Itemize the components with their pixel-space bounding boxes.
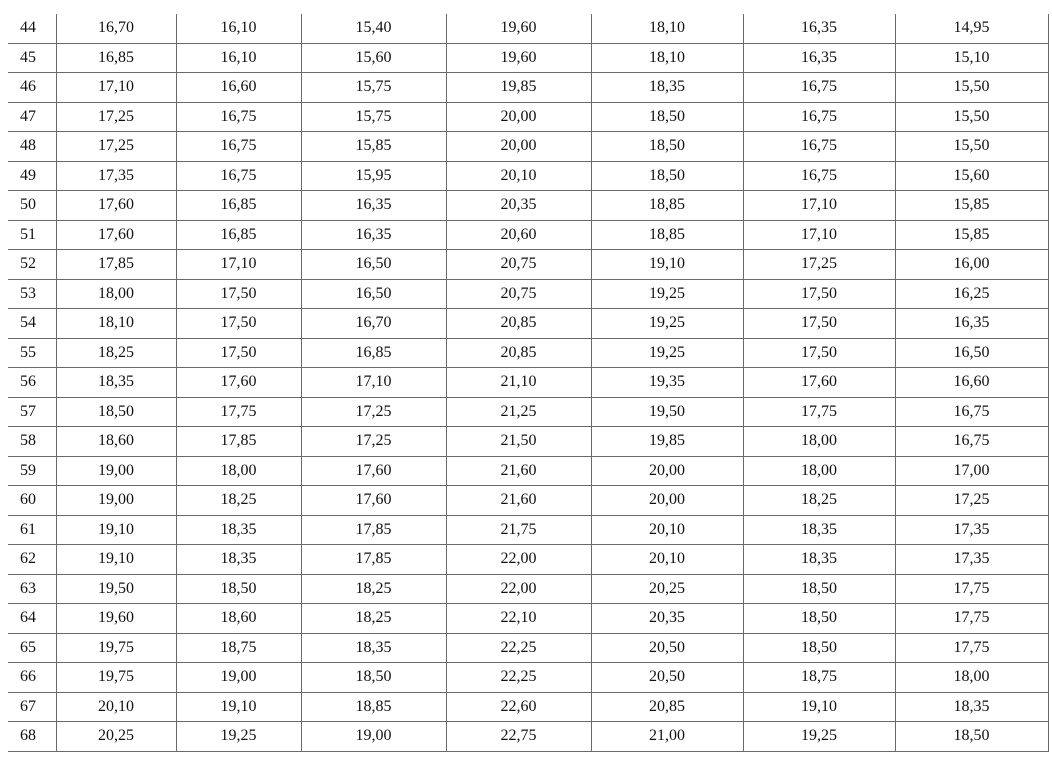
table-cell-col-3: 15,95 [301, 161, 446, 191]
table-cell-col-3: 17,60 [301, 486, 446, 516]
data-table [8, 14, 1049, 752]
table-cell-col-2: 18,25 [176, 486, 301, 516]
table-cell-col-2: 16,75 [176, 132, 301, 162]
table-cell-col-2: 16,85 [176, 191, 301, 221]
table-cell-col-3: 17,85 [301, 545, 446, 575]
table-cell-col-7: 16,60 [895, 368, 1048, 398]
table-row [8, 722, 1048, 752]
table-cell-col-6: 18,50 [743, 604, 895, 634]
table-cell-col-7: 17,00 [895, 456, 1048, 486]
table-cell-col-3: 18,25 [301, 574, 446, 604]
table-cell-col-7: 16,75 [895, 397, 1048, 427]
table-cell-col-5: 20,10 [591, 545, 743, 575]
table-cell-col-3: 19,00 [301, 722, 446, 752]
table-cell-col-2: 17,85 [176, 427, 301, 457]
table-cell-col-6: 17,50 [743, 338, 895, 368]
table-cell-col-7: 15,50 [895, 73, 1048, 103]
table-cell-col-3: 16,35 [301, 220, 446, 250]
row-number-cell: 58 [8, 427, 56, 457]
table-cell-col-6: 17,75 [743, 397, 895, 427]
table-cell-col-3: 16,35 [301, 191, 446, 221]
table-row [8, 604, 1048, 634]
table-cell-col-1: 19,60 [56, 604, 176, 634]
table-cell-col-5: 20,00 [591, 486, 743, 516]
table-cell-col-6: 17,50 [743, 309, 895, 339]
table-row [8, 456, 1048, 486]
table-cell-col-5: 18,10 [591, 43, 743, 73]
row-number-cell: 60 [8, 486, 56, 516]
table-cell-col-7: 17,75 [895, 604, 1048, 634]
row-number-cell: 44 [8, 14, 56, 43]
table-cell-col-4: 20,35 [446, 191, 591, 221]
table-cell-col-2: 19,10 [176, 692, 301, 722]
table-cell-col-2: 19,25 [176, 722, 301, 752]
table-cell-col-3: 17,25 [301, 397, 446, 427]
table-row [8, 14, 1048, 43]
table-cell-col-1: 16,70 [56, 14, 176, 43]
table-cell-col-6: 19,10 [743, 692, 895, 722]
table-cell-col-3: 17,85 [301, 515, 446, 545]
table-cell-col-3: 16,70 [301, 309, 446, 339]
table-row [8, 515, 1048, 545]
table-row [8, 663, 1048, 693]
row-number-cell: 54 [8, 309, 56, 339]
table-cell-col-1: 18,10 [56, 309, 176, 339]
table-cell-col-6: 18,35 [743, 545, 895, 575]
table-cell-col-5: 18,50 [591, 132, 743, 162]
table-row [8, 427, 1048, 457]
table-cell-col-5: 19,85 [591, 427, 743, 457]
table-row [8, 368, 1048, 398]
table-cell-col-5: 20,10 [591, 515, 743, 545]
table-cell-col-7: 16,75 [895, 427, 1048, 457]
table-cell-col-3: 18,50 [301, 663, 446, 693]
table-row [8, 692, 1048, 722]
table-cell-col-2: 16,85 [176, 220, 301, 250]
table-cell-col-6: 16,75 [743, 161, 895, 191]
table-cell-col-4: 22,25 [446, 663, 591, 693]
table-cell-col-1: 19,75 [56, 633, 176, 663]
table-cell-col-5: 20,50 [591, 663, 743, 693]
table-cell-col-2: 17,10 [176, 250, 301, 280]
table-cell-col-1: 18,35 [56, 368, 176, 398]
table-cell-col-5: 18,85 [591, 220, 743, 250]
table-cell-col-5: 19,35 [591, 368, 743, 398]
table-cell-col-4: 19,60 [446, 14, 591, 43]
table-cell-col-3: 18,35 [301, 633, 446, 663]
data-table-container [8, 14, 1048, 752]
table-cell-col-7: 18,50 [895, 722, 1048, 752]
table-cell-col-5: 18,35 [591, 73, 743, 103]
table-cell-col-3: 16,50 [301, 250, 446, 280]
table-row [8, 633, 1048, 663]
table-cell-col-2: 16,60 [176, 73, 301, 103]
table-cell-col-2: 17,50 [176, 338, 301, 368]
table-cell-col-4: 21,50 [446, 427, 591, 457]
table-cell-col-2: 18,35 [176, 515, 301, 545]
table-cell-col-7: 16,25 [895, 279, 1048, 309]
table-cell-col-1: 18,50 [56, 397, 176, 427]
table-cell-col-4: 21,75 [446, 515, 591, 545]
row-number-cell: 49 [8, 161, 56, 191]
table-cell-col-4: 20,75 [446, 250, 591, 280]
table-cell-col-6: 18,75 [743, 663, 895, 693]
table-cell-col-7: 16,00 [895, 250, 1048, 280]
table-cell-col-4: 20,60 [446, 220, 591, 250]
table-cell-col-7: 16,35 [895, 309, 1048, 339]
table-cell-col-3: 16,85 [301, 338, 446, 368]
row-number-cell: 55 [8, 338, 56, 368]
table-cell-col-7: 17,35 [895, 545, 1048, 575]
table-cell-col-7: 15,85 [895, 191, 1048, 221]
table-cell-col-6: 18,35 [743, 515, 895, 545]
table-cell-col-5: 20,85 [591, 692, 743, 722]
table-cell-col-7: 18,00 [895, 663, 1048, 693]
table-cell-col-5: 20,00 [591, 456, 743, 486]
table-cell-col-6: 18,50 [743, 574, 895, 604]
table-row [8, 132, 1048, 162]
table-cell-col-6: 17,10 [743, 191, 895, 221]
table-cell-col-2: 16,10 [176, 14, 301, 43]
table-cell-col-1: 19,75 [56, 663, 176, 693]
table-cell-col-6: 17,25 [743, 250, 895, 280]
row-number-cell: 62 [8, 545, 56, 575]
row-number-cell: 45 [8, 43, 56, 73]
table-cell-col-1: 20,25 [56, 722, 176, 752]
table-cell-col-4: 22,10 [446, 604, 591, 634]
table-cell-col-2: 16,10 [176, 43, 301, 73]
table-cell-col-7: 15,85 [895, 220, 1048, 250]
table-row [8, 161, 1048, 191]
table-cell-col-4: 20,85 [446, 338, 591, 368]
table-cell-col-1: 19,50 [56, 574, 176, 604]
table-cell-col-4: 22,00 [446, 574, 591, 604]
table-cell-col-1: 17,35 [56, 161, 176, 191]
table-row [8, 574, 1048, 604]
table-row [8, 486, 1048, 516]
row-number-cell: 64 [8, 604, 56, 634]
row-number-cell: 61 [8, 515, 56, 545]
table-cell-col-6: 17,60 [743, 368, 895, 398]
table-cell-col-6: 16,35 [743, 43, 895, 73]
table-cell-col-2: 17,75 [176, 397, 301, 427]
row-number-cell: 63 [8, 574, 56, 604]
table-row [8, 338, 1048, 368]
table-cell-col-3: 18,25 [301, 604, 446, 634]
table-cell-col-1: 18,25 [56, 338, 176, 368]
table-cell-col-1: 19,10 [56, 515, 176, 545]
row-number-cell: 67 [8, 692, 56, 722]
table-cell-col-2: 16,75 [176, 102, 301, 132]
table-cell-col-2: 18,35 [176, 545, 301, 575]
table-cell-col-4: 21,25 [446, 397, 591, 427]
row-number-cell: 47 [8, 102, 56, 132]
table-cell-col-5: 20,25 [591, 574, 743, 604]
table-cell-col-7: 14,95 [895, 14, 1048, 43]
table-cell-col-5: 19,50 [591, 397, 743, 427]
table-cell-col-5: 18,50 [591, 161, 743, 191]
table-row [8, 545, 1048, 575]
table-cell-col-3: 15,60 [301, 43, 446, 73]
table-cell-col-2: 16,75 [176, 161, 301, 191]
table-cell-col-3: 16,50 [301, 279, 446, 309]
table-cell-col-2: 17,60 [176, 368, 301, 398]
table-cell-col-6: 19,25 [743, 722, 895, 752]
table-cell-col-4: 19,60 [446, 43, 591, 73]
row-number-cell: 52 [8, 250, 56, 280]
table-cell-col-7: 17,75 [895, 574, 1048, 604]
table-cell-col-7: 17,35 [895, 515, 1048, 545]
table-cell-col-5: 19,25 [591, 309, 743, 339]
table-cell-col-3: 17,25 [301, 427, 446, 457]
row-number-cell: 66 [8, 663, 56, 693]
row-number-cell: 53 [8, 279, 56, 309]
table-cell-col-3: 15,85 [301, 132, 446, 162]
table-cell-col-6: 17,10 [743, 220, 895, 250]
table-cell-col-1: 18,00 [56, 279, 176, 309]
row-number-cell: 57 [8, 397, 56, 427]
table-cell-col-1: 19,00 [56, 486, 176, 516]
table-cell-col-6: 17,50 [743, 279, 895, 309]
table-cell-col-1: 17,85 [56, 250, 176, 280]
table-cell-col-2: 17,50 [176, 309, 301, 339]
table-cell-col-2: 18,50 [176, 574, 301, 604]
table-row [8, 279, 1048, 309]
table-cell-col-2: 17,50 [176, 279, 301, 309]
table-cell-col-7: 15,60 [895, 161, 1048, 191]
table-cell-col-1: 17,25 [56, 102, 176, 132]
table-cell-col-1: 16,85 [56, 43, 176, 73]
table-cell-col-7: 15,50 [895, 102, 1048, 132]
table-cell-col-3: 15,75 [301, 73, 446, 103]
table-cell-col-4: 21,10 [446, 368, 591, 398]
table-cell-col-4: 20,85 [446, 309, 591, 339]
table-cell-col-5: 19,25 [591, 279, 743, 309]
table-cell-col-6: 16,75 [743, 132, 895, 162]
table-cell-col-1: 19,00 [56, 456, 176, 486]
table-cell-col-4: 20,75 [446, 279, 591, 309]
table-cell-col-4: 22,75 [446, 722, 591, 752]
table-cell-col-5: 18,85 [591, 191, 743, 221]
table-body [8, 14, 1048, 751]
table-cell-col-4: 21,60 [446, 486, 591, 516]
row-number-cell: 46 [8, 73, 56, 103]
table-row [8, 250, 1048, 280]
row-number-cell: 68 [8, 722, 56, 752]
table-cell-col-4: 20,10 [446, 161, 591, 191]
table-cell-col-3: 15,40 [301, 14, 446, 43]
row-number-cell: 48 [8, 132, 56, 162]
table-cell-col-6: 18,25 [743, 486, 895, 516]
table-cell-col-2: 18,60 [176, 604, 301, 634]
table-cell-col-3: 17,10 [301, 368, 446, 398]
table-row [8, 397, 1048, 427]
row-number-cell: 59 [8, 456, 56, 486]
table-cell-col-5: 18,50 [591, 102, 743, 132]
row-number-cell: 51 [8, 220, 56, 250]
table-cell-col-1: 17,60 [56, 220, 176, 250]
table-cell-col-3: 18,85 [301, 692, 446, 722]
table-row [8, 102, 1048, 132]
table-cell-col-5: 19,25 [591, 338, 743, 368]
table-cell-col-1: 17,25 [56, 132, 176, 162]
table-cell-col-1: 20,10 [56, 692, 176, 722]
table-cell-col-4: 21,60 [446, 456, 591, 486]
table-cell-col-6: 16,75 [743, 73, 895, 103]
table-cell-col-7: 17,25 [895, 486, 1048, 516]
table-cell-col-2: 18,00 [176, 456, 301, 486]
table-cell-col-4: 20,00 [446, 132, 591, 162]
table-cell-col-5: 21,00 [591, 722, 743, 752]
table-cell-col-4: 20,00 [446, 102, 591, 132]
table-cell-col-6: 16,75 [743, 102, 895, 132]
table-cell-col-6: 18,00 [743, 427, 895, 457]
table-row [8, 43, 1048, 73]
table-cell-col-1: 19,10 [56, 545, 176, 575]
table-cell-col-5: 20,35 [591, 604, 743, 634]
table-cell-col-6: 18,50 [743, 633, 895, 663]
table-cell-col-3: 17,60 [301, 456, 446, 486]
table-row [8, 191, 1048, 221]
row-number-cell: 56 [8, 368, 56, 398]
table-cell-col-5: 19,10 [591, 250, 743, 280]
table-cell-col-7: 15,10 [895, 43, 1048, 73]
table-cell-col-7: 18,35 [895, 692, 1048, 722]
table-cell-col-6: 18,00 [743, 456, 895, 486]
table-cell-col-5: 18,10 [591, 14, 743, 43]
table-cell-col-1: 18,60 [56, 427, 176, 457]
table-cell-col-2: 19,00 [176, 663, 301, 693]
table-cell-col-7: 15,50 [895, 132, 1048, 162]
table-cell-col-6: 16,35 [743, 14, 895, 43]
table-row [8, 309, 1048, 339]
row-number-cell: 65 [8, 633, 56, 663]
table-cell-col-2: 18,75 [176, 633, 301, 663]
table-cell-col-3: 15,75 [301, 102, 446, 132]
table-cell-col-5: 20,50 [591, 633, 743, 663]
table-cell-col-1: 17,10 [56, 73, 176, 103]
table-row [8, 220, 1048, 250]
table-cell-col-4: 22,60 [446, 692, 591, 722]
table-cell-col-7: 16,50 [895, 338, 1048, 368]
table-cell-col-4: 22,00 [446, 545, 591, 575]
row-number-cell: 50 [8, 191, 56, 221]
table-cell-col-7: 17,75 [895, 633, 1048, 663]
table-cell-col-4: 22,25 [446, 633, 591, 663]
table-cell-col-4: 19,85 [446, 73, 591, 103]
table-row [8, 73, 1048, 103]
table-cell-col-1: 17,60 [56, 191, 176, 221]
